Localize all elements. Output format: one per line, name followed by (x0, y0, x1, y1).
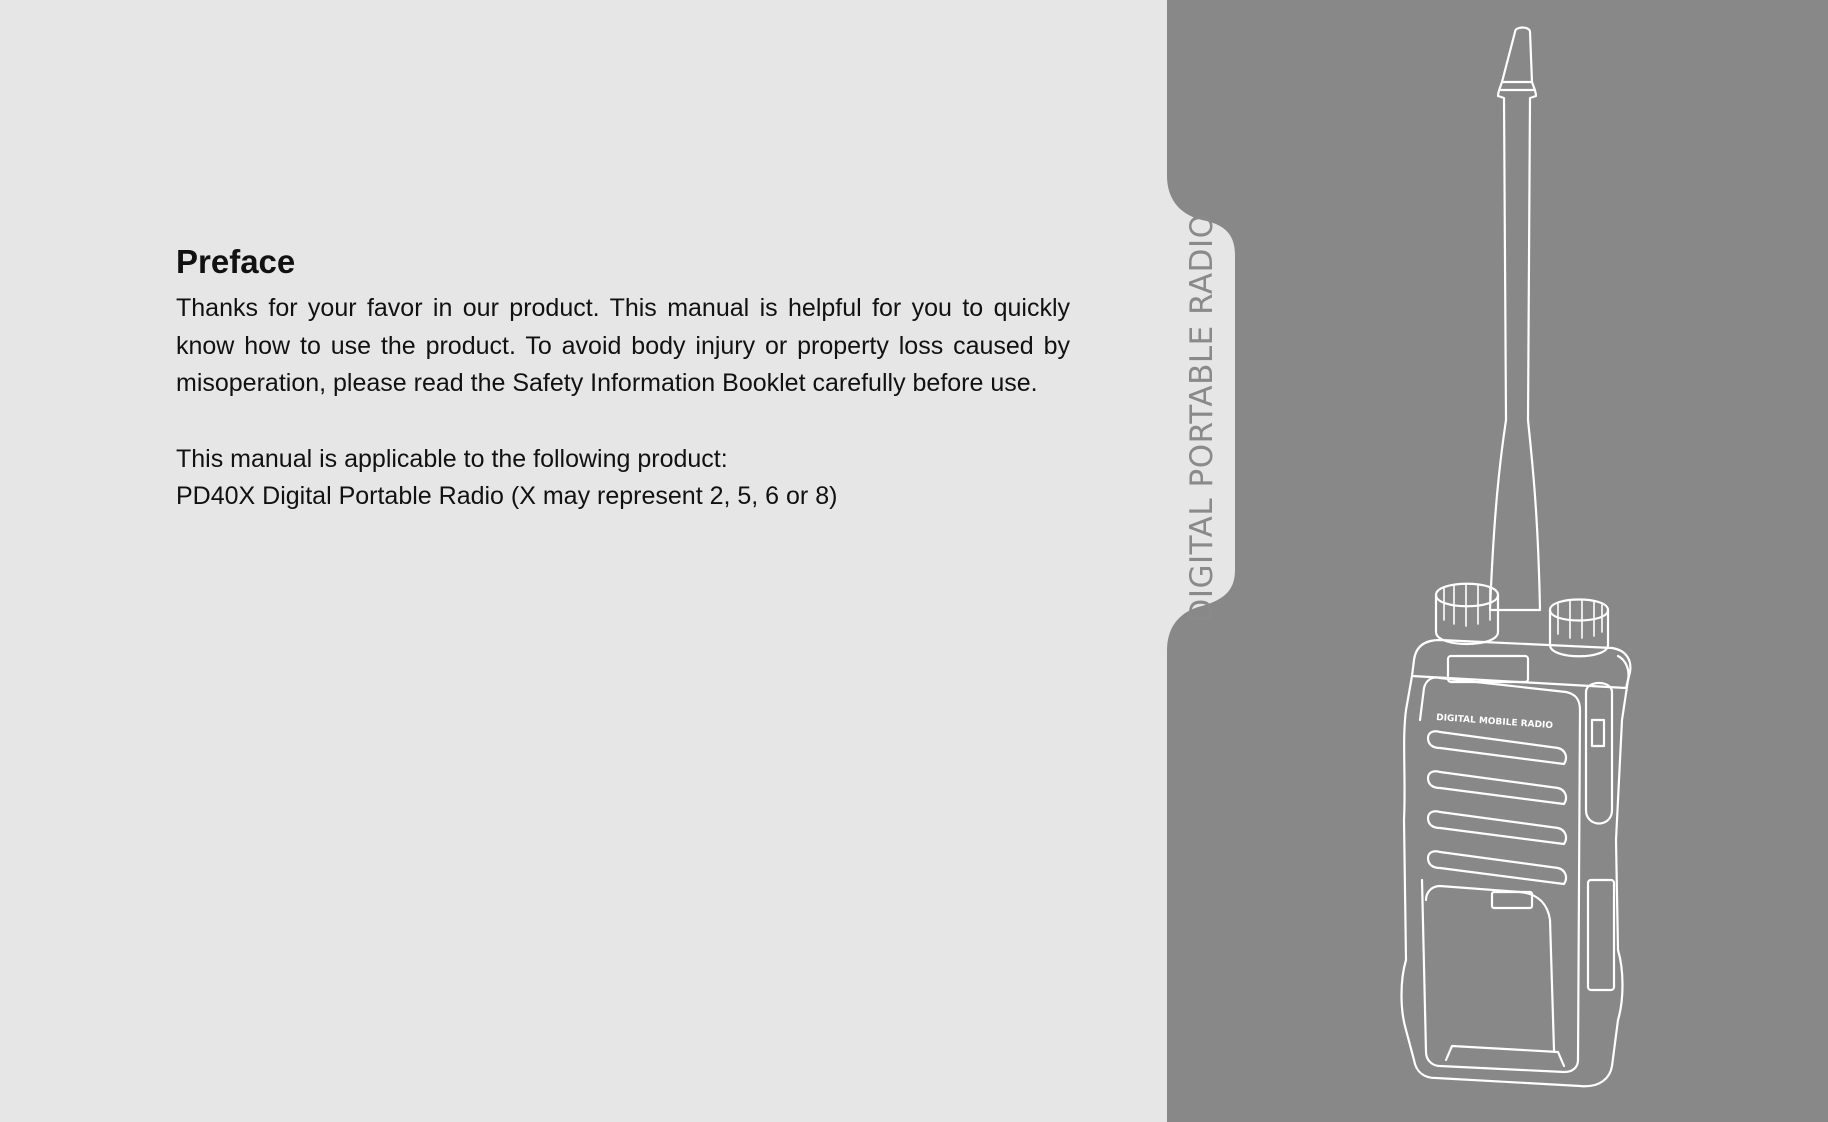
paragraph-spacer (176, 403, 1070, 441)
mic-opening (1492, 892, 1532, 908)
antenna-shape (1490, 28, 1540, 611)
side-key (1592, 720, 1604, 746)
side-tab-label: DIGITAL PORTABLE RADIO (1184, 213, 1220, 623)
battery-pack (1426, 886, 1554, 1050)
speaker-slot-1 (1428, 731, 1566, 764)
volume-knob-shape (1436, 584, 1498, 644)
front-panel-label: DIGITAL MOBILE RADIO (1435, 713, 1554, 732)
portable-radio-illustration (1380, 20, 1650, 1095)
applicable-intro: This manual is applicable to the following product: (176, 444, 728, 473)
antenna-tip-detail (1501, 82, 1535, 90)
radio-top-shoulder (1412, 640, 1630, 688)
preface-paragraph: Thanks for your favor in our product. This manual is helpful for you to quickly know how to use the product. To avoid body injury or property loss caused by misoperation, please read the Safety Information Booklet carefully before use. (176, 294, 1070, 397)
ptt-button (1586, 683, 1612, 824)
side-rail (1588, 880, 1614, 990)
battery-latch (1446, 1046, 1564, 1066)
speaker-slot-3 (1428, 811, 1566, 844)
preface-section (176, 238, 1070, 516)
product-line: PD40X Digital Portable Radio (X may represent 2, 5, 6 or 8) (176, 482, 838, 510)
preface-heading: Preface (176, 243, 296, 280)
volume-knob-rim (1436, 595, 1498, 606)
speaker-slot-2 (1428, 771, 1566, 804)
speaker-slot-4 (1428, 851, 1566, 884)
